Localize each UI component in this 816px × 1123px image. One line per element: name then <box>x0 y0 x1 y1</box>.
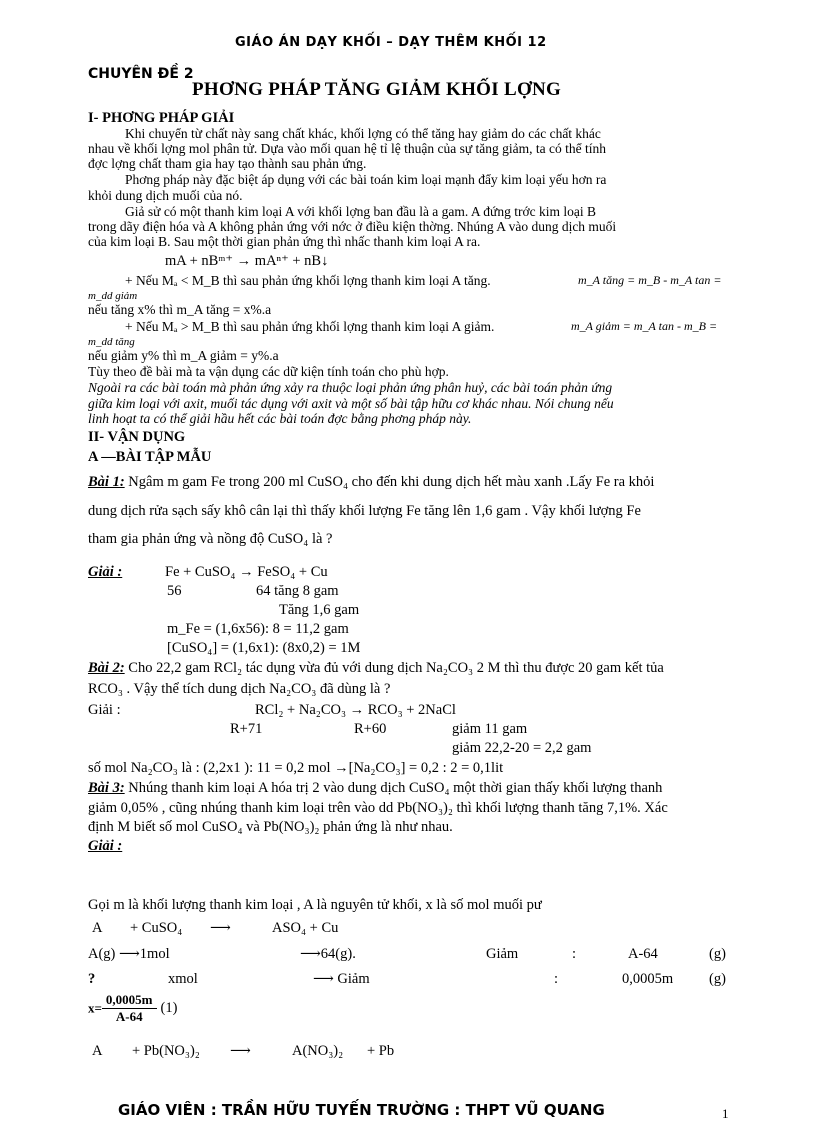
case-decrease: + Nếu Mₐ > M_B thì sau phản ứng khối lợng thanh kim loại A giảm. <box>125 319 495 334</box>
eq-term: : <box>572 946 577 962</box>
solution-1-step: 64 tăng 8 gam <box>256 583 339 599</box>
intro-line: của kim loại B. Sau một thời gian phản ứng thì nhấc thanh kim loại A ra. <box>88 234 481 249</box>
problem-2-line: Bài 2: Cho 22,2 gam RCl₂ tác dụng vừa đủ với dung dịch Na₂CO₃ 2 M thì thu được 20 gam kết tủa <box>88 660 664 676</box>
solution-1-step: 56 <box>167 583 182 599</box>
solution-2-step: giảm 11 gam <box>452 721 528 737</box>
intro-italic-line: Ngoài ra các bài toán mà phản ứng xảy ra thuộc loại phản ứng phân huỷ, các bài toán phản ứng <box>88 380 613 395</box>
eq-term: A(NO₃)₂ <box>292 1043 344 1059</box>
intro-line: Phơng pháp này đặc biệt áp dụng với các bài toán kim loại mạnh đẩy kim loại yếu hơn ra <box>125 172 607 187</box>
solution-2-equation: RCl₂ + Na₂CO₃ → RCO₃ + 2NaCl <box>255 702 456 718</box>
intro-line: trong dãy điện hóa và A không phản ứng với nớc ở điều kiện thờng. Nhúng A vào dung dịch muối <box>88 219 617 234</box>
solution-3-label: Giải : <box>88 838 123 854</box>
eq-arrow: ⟶ <box>230 1043 251 1059</box>
problem-3-label: Bài 3: <box>88 780 125 796</box>
case-increase-formula-cont: m_dd giảm <box>88 290 138 302</box>
solution-1-step: m_Fe = (1,6x56): 8 = 11,2 gam <box>167 621 349 637</box>
eq-term: ⟶64(g). <box>300 946 356 962</box>
eq-term: A <box>92 920 103 936</box>
eq-term: ASO₄ + Cu <box>272 920 339 936</box>
case-decrease-formula: m_A giảm = m_A tan - m_B = <box>571 319 718 333</box>
intro-line: đợc lợng chất tham gia hay tạo thành sau phản ứng. <box>88 156 367 171</box>
eq-term: A-64 <box>628 946 658 962</box>
intro-italic-line: giữa kim loại với axit, muối tác dụng với axit và một số bài tập hữu cơ khác nhau. Nói chung nếu <box>88 396 614 411</box>
problem-2-label: Bài 2: <box>88 660 125 676</box>
problem-3-line: Bài 3: Nhúng thanh kim loại A hóa trị 2 vào dung dịch CuSO₄ một thời gian thấy khối lượng thanh <box>88 780 663 796</box>
solution-2-result: số mol Na₂CO₃ là : (2,2x1 ): 11 = 0,2 mol →[Na₂CO₃] = 0,2 : 2 = 0,1lit <box>88 760 504 776</box>
x-fraction: $\frac{0,0005m}{A-64}$ <box>102 992 157 1025</box>
eq-arrow: ⟶ <box>210 920 231 936</box>
eq-term: : <box>554 971 559 987</box>
page-number: 1 <box>722 1106 729 1121</box>
eq-term: xmol <box>168 971 198 987</box>
page-title: PHƠNG PHÁP TĂNG GIẢM KHỐI LỢNG <box>192 79 562 100</box>
problem-3-line: định M biết số mol CuSO₄ và Pb(NO₃)₂ phản ứng là như nhau. <box>88 819 453 835</box>
eq-term: + Pb <box>367 1043 395 1059</box>
eq-term: ? <box>88 971 96 987</box>
case-decrease-percent: nếu giảm y% thì m_A giảm = y%.a <box>88 348 279 363</box>
section-1-heading: I- PHƠNG PHÁP GIẢI <box>88 110 235 126</box>
eq-term: ⟶ Giảm <box>313 971 370 987</box>
intro-italic-line: linh hoạt ta có thể giải hầu hết các bài toán đợc bằng phơng pháp này. <box>88 411 472 426</box>
problem-3-line: giảm 0,05% , cũng nhúng thanh kim loại trên vào dd Pb(NO₃)₂ thì khối lượng thanh tăng 7,1%. Xác <box>88 800 668 816</box>
eq-term: 0,0005m <box>622 971 674 987</box>
eq-term: (g) <box>709 946 726 962</box>
solution-2-step: R+71 <box>230 721 263 737</box>
case-decrease-formula-cont: m_dd tăng <box>88 336 135 348</box>
eq-term: A <box>92 1043 103 1059</box>
chuyen-de-label: CHUYÊN ĐỀ 2 <box>88 66 194 82</box>
eq-term: A(g) ⟶1mol <box>88 946 170 962</box>
intro-line: Giả sử có một thanh kim loại A với khối lợng ban đầu là a gam. A đứng trớc kim loại B <box>125 204 596 219</box>
case-increase: + Nếu Mₐ < M_B thì sau phản ứng khối lợng thanh kim loại A tăng. <box>125 273 491 288</box>
problem-2-line: RCO₃ . Vậy thể tích dung dịch Na₂CO₃ đã dùng là ? <box>88 681 391 697</box>
section-a-heading: A —BÀI TẬP MẪU <box>88 449 212 465</box>
eq-term: + Pb(NO₃)₂ <box>132 1043 200 1059</box>
page-footer: GIÁO VIÊN : TRẦN HỮU TUYẾN TRƯỜNG : THPT VŨ QUANG <box>118 1101 605 1119</box>
solution-1-step: [CuSO₄] = (1,6x1): (8x0,2) = 1M <box>167 640 361 656</box>
case-increase-formula: m_A tăng = m_B - m_A tan = <box>578 273 722 287</box>
intro-line: khỏi dung dịch muối của nó. <box>88 188 243 203</box>
intro-line: nhau về khối lợng mol phân tử. Dựa vào mối quan hệ tỉ lệ thuận của sự tăng giảm, ta có thể tính <box>88 141 606 156</box>
eq-term: + CuSO₄ <box>130 920 183 936</box>
solution-1-label: Giải : <box>88 564 123 580</box>
problem-1-line: Bài 1: Ngâm m gam Fe trong 200 ml CuSO₄ cho đến khi dung dịch hết màu xanh .Lấy Fe ra khỏi <box>88 474 655 490</box>
problem-1-line: tham gia phản ứng và nồng độ CuSO₄ là ? <box>88 531 333 547</box>
intro-note: Tùy theo đề bài mà ta vận dụng các dữ kiện tính toán cho phù hợp. <box>88 364 449 379</box>
case-increase-percent: nếu tăng x% thì m_A tăng = x%.a <box>88 302 272 317</box>
solution-1-step: Tăng 1,6 gam <box>279 602 360 618</box>
eq-term: Giảm <box>486 946 519 962</box>
solution-2-step: R+60 <box>354 721 387 737</box>
intro-line: Khi chuyển từ chất này sang chất khác, khối lợng có thể tăng hay giảm do các chất khác <box>125 126 601 141</box>
eq-term: (g) <box>709 971 726 987</box>
problem-1-label: Bài 1: <box>88 474 125 490</box>
problem-1-line: dung dịch rửa sạch sấy khô cân lại thì thấy khối lượng Fe tăng lên 1,6 gam . Vậy khối lượng Fe <box>88 503 641 519</box>
solution-2-label: Giải : <box>88 702 121 718</box>
section-2-heading: II- VẬN DỤNG <box>88 429 186 445</box>
general-reaction: mA + nBᵐ⁺ → mAⁿ⁺ + nB↓ <box>165 253 329 269</box>
x-fraction-equation: x= $\frac{0,0005m}{A-64}$ (1) <box>88 992 178 1024</box>
solution-3-setup: Gọi m là khối lượng thanh kim loại , A là nguyên tử khối, x là số mol muối pư <box>88 897 542 913</box>
solution-1-equation: Fe + CuSO₄ → FeSO₄ + Cu <box>165 564 328 580</box>
solution-2-step: giảm 22,2-20 = 2,2 gam <box>452 740 592 756</box>
document-header: GIÁO ÁN DẠY KHỐI – DẠY THÊM KHỐI 12 <box>235 35 547 50</box>
